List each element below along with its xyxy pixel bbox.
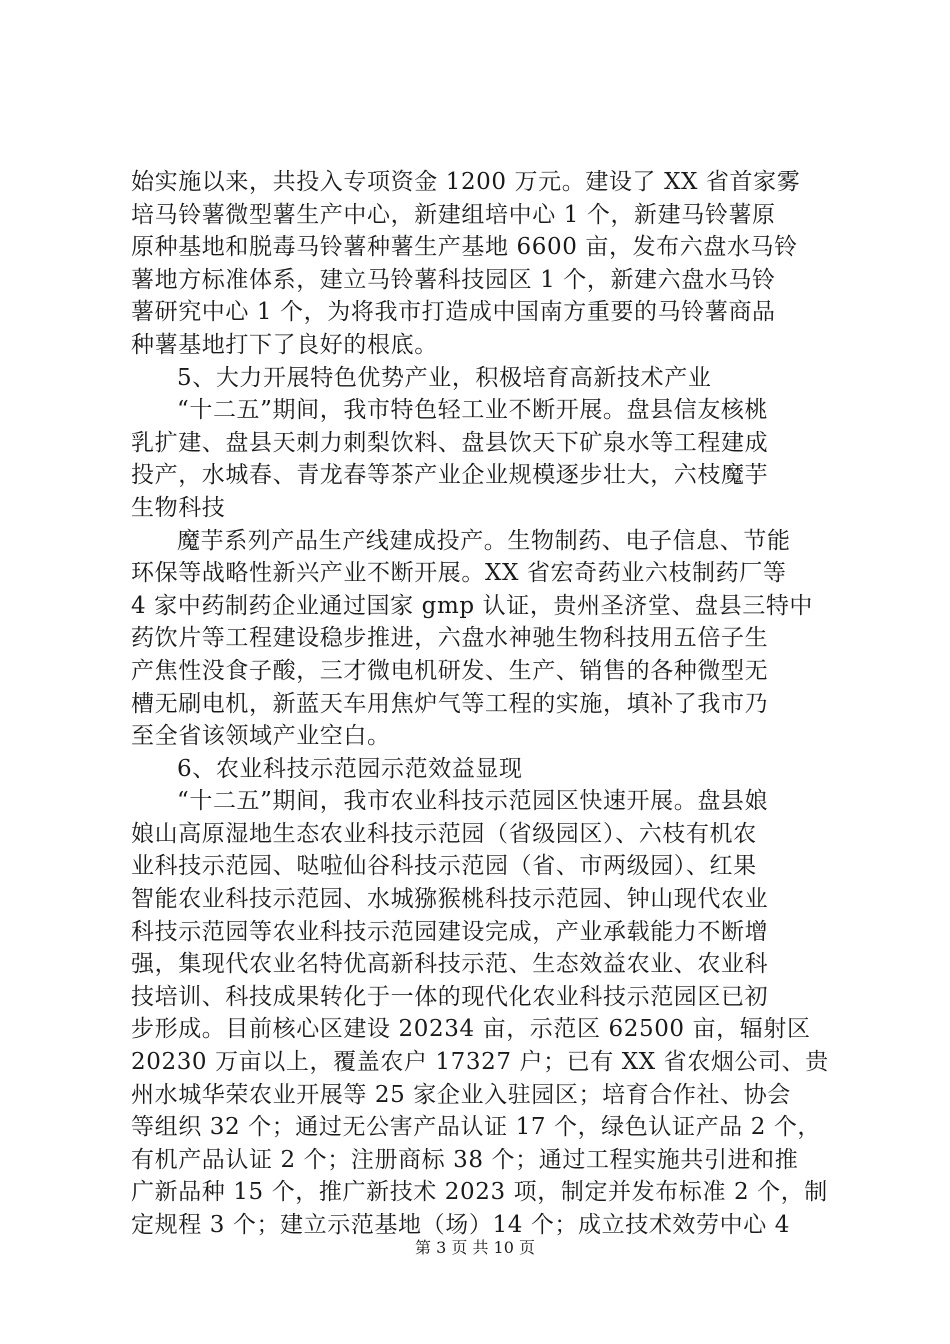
body-line: 魔芋系列产品生产线建成投产。生物制药、电子信息、节能 — [177, 527, 791, 554]
body-line: “十二五”期间，我市农业科技示范园区快速开展。盘县娘 — [177, 788, 769, 815]
section-heading-5: 5、大力开展特色优势产业，积极培育高新技术产业 — [177, 364, 712, 391]
body-line: 业科技示范园、哒啦仙谷科技示范园（省、市两级园）、红果 — [131, 853, 757, 880]
body-line: 州水城华荣农业开展等 25 家企业入驻园区；培育合作社、协会 — [131, 1081, 791, 1108]
body-line: 步形成。目前核心区建设 20234 亩，示范区 62500 亩，辐射区 — [131, 1016, 811, 1043]
body-line: 有机产品认证 2 个；注册商标 38 个；通过工程实施共引进和推 — [131, 1146, 799, 1173]
body-line: 智能农业科技示范园、水城猕猴桃科技示范园、钟山现代农业 — [131, 886, 769, 913]
body-line: 乳扩建、盘县天刺力刺梨饮料、盘县饮天下矿泉水等工程建成 — [131, 429, 769, 456]
body-line: 20230 万亩以上，覆盖农户 17327 户；已有 XX 省农烟公司、贵 — [131, 1049, 829, 1076]
body-line: 生物科技 — [131, 494, 226, 521]
body-line: 产焦性没食子酸，三才微电机研发、生产、销售的各种微型无 — [131, 657, 769, 684]
page-number: 第 3 页 共 10 页 — [415, 1238, 535, 1257]
body-line: 始实施以来，共投入专项资金 1200 万元。建设了 XX 省首家雾 — [131, 169, 801, 195]
body-line: 投产，水城春、青龙春等茶产业企业规模逐步壮大，六枝魔芋 — [131, 462, 769, 489]
body-line: 环保等战略性新兴产业不断开展。XX 省宏奇药业六枝制药厂等 — [131, 560, 787, 587]
body-line: 技培训、科技成果转化于一体的现代化农业科技示范园区已初 — [131, 983, 769, 1010]
body-line: 等组织 32 个；通过无公害产品认证 17 个，绿色认证产品 2 个， — [131, 1114, 822, 1141]
body-line: 广新品种 15 个，推广新技术 2023 项，制定并发布标准 2 个，制 — [131, 1179, 828, 1206]
body-line: 娘山高原湿地生态农业科技示范园（省级园区）、六枝有机农 — [131, 820, 757, 847]
body-line: 科技示范园等农业科技示范园建设完成，产业承载能力不断增 — [131, 918, 769, 945]
body-line: 种薯基地打下了良好的根底。 — [131, 331, 438, 358]
body-line: “十二五”期间，我市特色轻工业不断开展。盘县信友核桃 — [177, 397, 769, 424]
body-line: 定规程 3 个；建立示范基地（场）14 个；成立技术效劳中心 4 — [131, 1212, 790, 1238]
body-line: 薯研究中心 1 个，为将我市打造成中国南方重要的马铃薯商品 — [131, 299, 776, 326]
body-line: 原种基地和脱毒马铃薯种薯生产基地 6600 亩，发布六盘水马铃 — [131, 234, 798, 261]
section-heading-6: 6、农业科技示范园示范效益显现 — [177, 755, 523, 782]
body-line: 药饮片等工程建设稳步推进，六盘水神驰生物科技用五倍子生 — [131, 625, 769, 652]
body-line: 槽无刷电机，新蓝天车用焦炉气等工程的实施，填补了我市乃 — [131, 690, 769, 717]
body-line: 至全省该领域产业空白。 — [131, 723, 391, 750]
body-line: 培马铃薯微型薯生产中心，新建组培中心 1 个，新建马铃薯原 — [131, 201, 776, 228]
page-footer — [0, 1238, 950, 1258]
body-line: 强，集现代农业名特优高新科技示范、生态效益农业、农业科 — [131, 951, 769, 978]
body-line: 薯地方标准体系，建立马铃薯科技园区 1 个，新建六盘水马铃 — [131, 266, 776, 293]
body-line: 4 家中药制药企业通过国家 gmp 认证，贵州圣济堂、盘县三特中 — [131, 592, 814, 619]
document-body — [131, 166, 831, 1242]
